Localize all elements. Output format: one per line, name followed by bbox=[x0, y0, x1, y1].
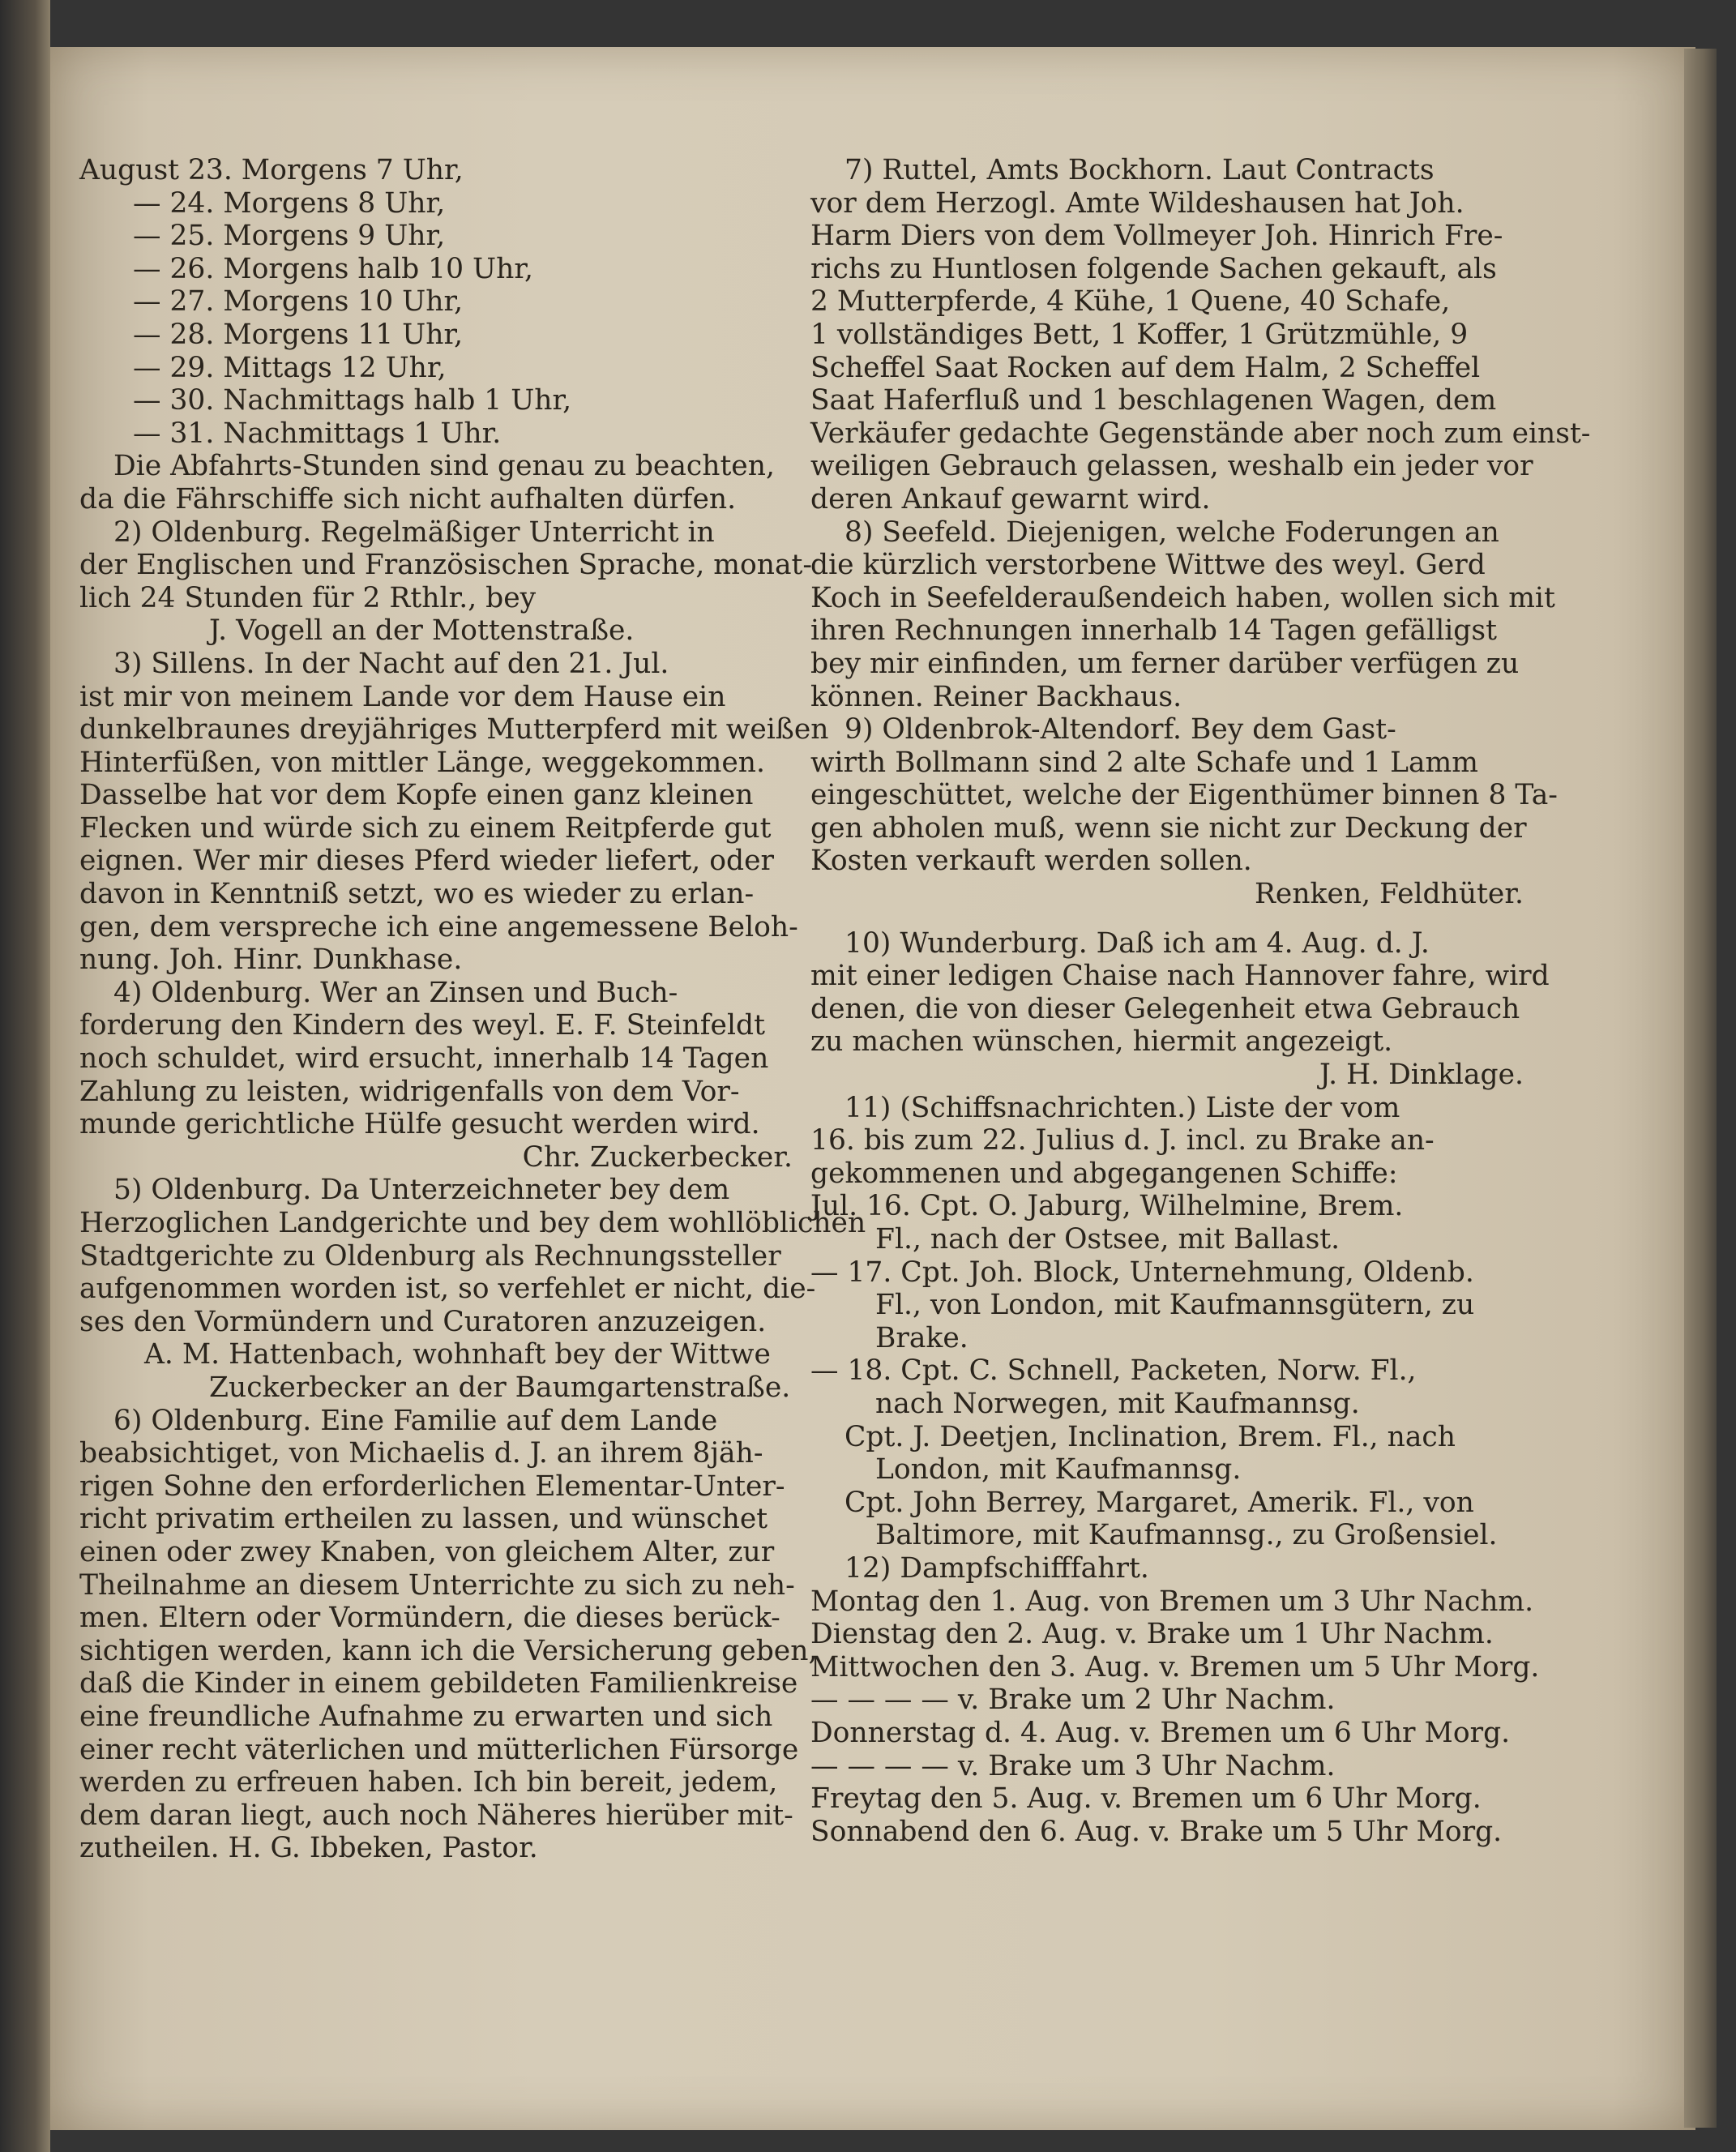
text-line: nach Norwegen, mit Kaufmannsg. bbox=[875, 1387, 1360, 1420]
ship-entry: — 18. Cpt. C. Schnell, Packeten, Norw. Fl., bbox=[810, 1354, 1417, 1388]
text-line: vor dem Herzogl. Amte Wildeshausen hat Joh. bbox=[810, 186, 1464, 220]
text-line: die kürzlich verstorbene Wittwe des weyl. Gerd bbox=[810, 549, 1486, 582]
text-line: eingeschüttet, welche der Eigenthümer binnen 8 Ta- bbox=[810, 779, 1558, 812]
text-line: Fl., nach der Ostsee, mit Ballast. bbox=[875, 1223, 1340, 1256]
signature: Zuckerbecker an der Baumgartenstraße. bbox=[209, 1371, 791, 1404]
signature: J. Vogell an der Mottenstraße. bbox=[209, 614, 635, 648]
notice-heading: 7) Ruttel, Amts Bockhorn. Laut Contracts bbox=[844, 154, 1435, 186]
ship-entry: Cpt. J. Deetjen, Inclination, Brem. Fl., nach bbox=[844, 1420, 1456, 1453]
right-column bbox=[810, 154, 1591, 1848]
text-line: Brake. bbox=[875, 1321, 968, 1354]
notice-heading: 4) Oldenburg. Wer an Zinsen und Buch- bbox=[113, 976, 678, 1009]
text-line: men. Eltern oder Vormündern, die dieses berück- bbox=[79, 1602, 780, 1635]
text-line: 2 Mutterpferde, 4 Kühe, 1 Quene, 40 Schafe, bbox=[810, 285, 1451, 319]
ship-entry: — 17. Cpt. Joh. Block, Unternehmung, Oldenb. bbox=[810, 1256, 1474, 1289]
schedule-row: Montag den 1. Aug. von Bremen um 3 Uhr Nachm. bbox=[810, 1585, 1534, 1618]
notice-heading: 11) (Schiffsnachrichten.) Liste der vom bbox=[844, 1091, 1400, 1124]
text-line: können. Reiner Backhaus. bbox=[810, 680, 1182, 713]
schedule-row: Freytag den 5. Aug. v. Bremen um 6 Uhr Morg. bbox=[810, 1782, 1482, 1816]
text-line: noch schuldet, wird ersucht, innerhalb 14 Tagen bbox=[79, 1042, 769, 1076]
text-line: Saat Haferfluß und 1 beschlagenen Wagen, dem bbox=[810, 384, 1497, 417]
notice-heading: 5) Oldenburg. Da Unterzeichneter bey dem bbox=[113, 1174, 730, 1207]
notice-heading: 2) Oldenburg. Regelmäßiger Unterricht in bbox=[113, 516, 715, 549]
text-line: Fl., von London, mit Kaufmannsgütern, zu bbox=[875, 1289, 1475, 1322]
ship-entry: Cpt. John Berrey, Margaret, Amerik. Fl., von bbox=[844, 1486, 1474, 1519]
text-line: zu machen wünschen, hiermit angezeigt. bbox=[810, 1025, 1393, 1059]
text-line: ist mir von meinem Lande vor dem Hause ein bbox=[79, 680, 726, 713]
text-line: davon in Kenntniß setzt, wo es wieder zu erlan- bbox=[79, 878, 755, 911]
text-line: ses den Vormündern und Curatoren anzuzeigen. bbox=[79, 1305, 767, 1338]
text-line: 1 vollständiges Bett, 1 Koffer, 1 Grützmühle, 9 bbox=[810, 318, 1469, 351]
text-line: werden zu erfreuen haben. Ich bin bereit, jedem, bbox=[79, 1766, 778, 1799]
text-line: sichtigen werden, kann ich die Versicherung geben, bbox=[79, 1634, 818, 1667]
text-line: dunkelbraunes dreyjähriges Mutterpferd mit weißen bbox=[79, 713, 829, 747]
text-line: lich 24 Stunden für 2 Rthlr., bey bbox=[79, 581, 537, 614]
text-line: Flecken und würde sich zu einem Reitpferde gut bbox=[79, 811, 772, 845]
text-line: dem daran liegt, auch noch Näheres hierüber mit- bbox=[79, 1799, 793, 1832]
text-line: beabsichtiget, von Michaelis d. J. an ihrem 8jäh- bbox=[79, 1437, 763, 1470]
schedule-row: — — — — v. Brake um 2 Uhr Nachm. bbox=[810, 1684, 1336, 1717]
schedule-row: Donnerstag d. 4. Aug. v. Bremen um 6 Uhr Morg. bbox=[810, 1716, 1511, 1749]
text-line: daß die Kinder in einem gebildeten Familienkreise bbox=[79, 1667, 798, 1701]
text-line: bey mir einfinden, um ferner darüber verfügen zu bbox=[810, 647, 1520, 680]
text-line: weiligen Gebrauch gelassen, weshalb ein jeder vor bbox=[810, 450, 1533, 483]
text-line: forderung den Kindern des weyl. E. F. Steinfeldt bbox=[79, 1009, 765, 1042]
text-line: — 28. Morgens 11 Uhr, bbox=[133, 318, 464, 351]
text-line: zutheilen. H. G. Ibbeken, Pastor. bbox=[79, 1832, 538, 1865]
text-line: richs zu Huntlosen folgende Sachen gekauft, als bbox=[810, 252, 1497, 285]
schedule-row: Sonnabend den 6. Aug. v. Brake um 5 Uhr Morg. bbox=[810, 1815, 1503, 1848]
notice-heading: 6) Oldenburg. Eine Familie auf dem Lande bbox=[113, 1404, 718, 1437]
notice-heading: 8) Seefeld. Diejenigen, welche Foderungen an bbox=[844, 516, 1499, 549]
text-line: der Englischen und Französischen Sprache, monat- bbox=[79, 549, 813, 582]
schedule-row: Mittwochen den 3. Aug. v. Bremen um 5 Uhr Morg. bbox=[810, 1650, 1540, 1684]
ship-entry: Jul. 16. Cpt. O. Jaburg, Wilhelmine, Brem. bbox=[810, 1190, 1404, 1223]
text-line: — 26. Morgens halb 10 Uhr, bbox=[133, 252, 533, 285]
text-line: rigen Sohne den erforderlichen Elementar-Unter- bbox=[79, 1470, 785, 1503]
text-line: Theilnahme an diesem Unterrichte zu sich zu neh- bbox=[79, 1568, 795, 1602]
text-line: richt privatim ertheilen zu lassen, und wünschet bbox=[79, 1503, 768, 1536]
text-line: eine freundliche Aufnahme zu erwarten und sich bbox=[79, 1700, 773, 1733]
text-line: Koch in Seefelderaußendeich haben, wollen sich mit bbox=[810, 581, 1555, 614]
text-line: — 30. Nachmittags halb 1 Uhr, bbox=[133, 384, 572, 417]
text-line: deren Ankauf gewarnt wird. bbox=[810, 482, 1211, 516]
text-line: nung. Joh. Hinr. Dunkhase. bbox=[79, 943, 463, 977]
text-line: denen, die von dieser Gelegenheit etwa Gebrauch bbox=[810, 992, 1520, 1025]
text-line: London, mit Kaufmannsg. bbox=[875, 1453, 1242, 1487]
text-line: Baltimore, mit Kaufmannsg., zu Großensiel. bbox=[875, 1519, 1498, 1552]
text-line: — 31. Nachmittags 1 Uhr. bbox=[133, 417, 502, 450]
notice-heading: 12) Dampfschifffahrt. bbox=[844, 1551, 1149, 1585]
text-line: August 23. Morgens 7 Uhr, bbox=[79, 154, 464, 186]
left-column bbox=[79, 154, 866, 1865]
text-line: mit einer ledigen Chaise nach Hannover fahre, wird bbox=[810, 960, 1550, 993]
page-edge bbox=[1684, 49, 1717, 2128]
text-line: da die Fährschiffe sich nicht aufhalten dürfen. bbox=[79, 482, 737, 516]
notice-heading: 10) Wunderburg. Daß ich am 4. Aug. d. J. bbox=[844, 926, 1430, 960]
text-line: Hinterfüßen, von mittler Länge, weggekommen. bbox=[79, 746, 765, 779]
book-gutter bbox=[0, 0, 50, 2152]
text-line: gen abholen muß, wenn sie nicht zur Deckung der bbox=[810, 811, 1527, 845]
signature: Renken, Feldhüter. bbox=[1254, 878, 1524, 911]
text-line: Verkäufer gedachte Gegenstände aber noch zum einst- bbox=[810, 417, 1591, 450]
text-line: Stadtgerichte zu Oldenburg als Rechnungssteller bbox=[79, 1239, 781, 1273]
text-line: munde gerichtliche Hülfe gesucht werden wird. bbox=[79, 1108, 760, 1141]
text-line: einer recht väterlichen und mütterlichen Fürsorge bbox=[79, 1733, 799, 1766]
text-line: aufgenommen worden ist, so verfehlet er nicht, die- bbox=[79, 1273, 816, 1306]
text-line: eignen. Wer mir dieses Pferd wieder liefert, oder bbox=[79, 845, 774, 878]
text-line: Scheffel Saat Rocken auf dem Halm, 2 Scheffel bbox=[810, 351, 1481, 384]
text-line: Herzoglichen Landgerichte und bey dem wohllöblichen bbox=[79, 1207, 866, 1239]
text-line: — 27. Morgens 10 Uhr, bbox=[133, 285, 464, 319]
text-line: wirth Bollmann sind 2 alte Schafe und 1 Lamm bbox=[810, 746, 1478, 779]
schedule-row: Dienstag den 2. Aug. v. Brake um 1 Uhr Nachm. bbox=[810, 1618, 1494, 1651]
text-line: gen, dem verspreche ich eine angemessene Beloh- bbox=[79, 910, 798, 943]
text-line: — 25. Morgens 9 Uhr, bbox=[133, 220, 446, 253]
text-line: 16. bis zum 22. Julius d. J. incl. zu Brake an- bbox=[810, 1124, 1435, 1157]
text-line: Harm Diers von dem Vollmeyer Joh. Hinrich Fre- bbox=[810, 220, 1503, 253]
spacer bbox=[810, 911, 1524, 927]
text-line: ihren Rechnungen innerhalb 14 Tagen gefälligst bbox=[810, 614, 1497, 648]
text-line: — 29. Mittags 12 Uhr, bbox=[133, 351, 447, 384]
notice-heading: 3) Sillens. In der Nacht auf den 21. Jul. bbox=[113, 647, 669, 680]
text-line: Zahlung zu leisten, widrigenfalls von dem Vor- bbox=[79, 1075, 740, 1108]
signature: A. M. Hattenbach, wohnhaft bey der Wittwe bbox=[144, 1338, 771, 1371]
schedule-row: — — — — v. Brake um 3 Uhr Nachm. bbox=[810, 1749, 1336, 1782]
notice-heading: 9) Oldenbrok-Altendorf. Bey dem Gast- bbox=[844, 713, 1396, 747]
text-line: Dasselbe hat vor dem Kopfe einen ganz kleinen bbox=[79, 779, 754, 812]
text-line: Die Abfahrts-Stunden sind genau zu beachten, bbox=[113, 450, 775, 483]
signature: Chr. Zuckerbecker. bbox=[522, 1140, 793, 1174]
signature: J. H. Dinklage. bbox=[1319, 1059, 1524, 1092]
text-line: — 24. Morgens 8 Uhr, bbox=[133, 186, 446, 220]
text-line: einen oder zwey Knaben, von gleichem Alter, zur bbox=[79, 1535, 775, 1568]
text-line: Kosten verkauft werden sollen. bbox=[810, 845, 1252, 878]
text-line: gekommenen und abgegangenen Schiffe: bbox=[810, 1157, 1398, 1190]
